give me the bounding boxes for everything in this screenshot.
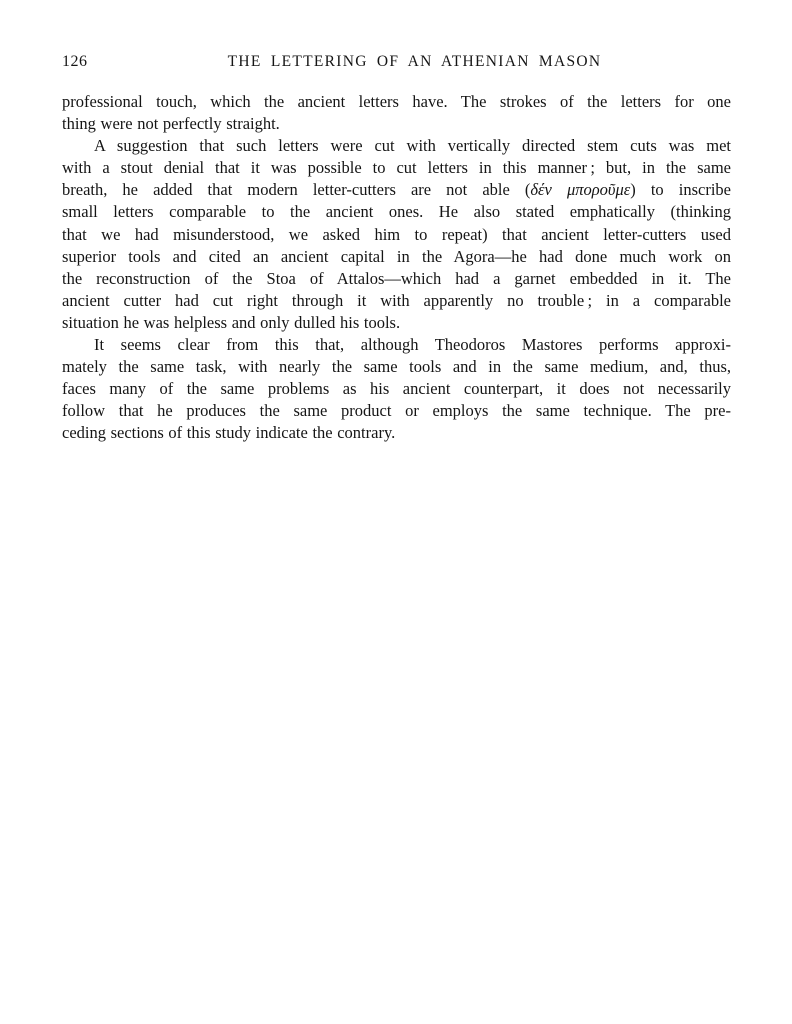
- paragraph: [62, 91, 731, 135]
- paragraph: [62, 135, 731, 334]
- text-line: breath, he added that modern letter-cutters are not able (δέν μποροῦμε) to inscribe: [62, 180, 731, 200]
- text-line: the reconstruction of the Stoa of Attalos—which had a garnet embedded in it. The: [62, 268, 731, 288]
- paragraph: [62, 334, 731, 444]
- text-line: ceding sections of this study indicate the contrary.: [62, 423, 396, 443]
- text-line: A suggestion that such letters were cut with vertically directed stem cuts was met: [94, 136, 731, 156]
- running-head: [62, 51, 731, 73]
- text-line: professional touch, which the ancient letters have. The strokes of the letters for one: [62, 92, 731, 111]
- text-line: faces many of the same problems as his ancient counterpart, it does not necessarily: [62, 379, 731, 399]
- text-block: [62, 91, 731, 445]
- text-line: that we had misunderstood, we asked him to repeat) that ancient letter-cutters used: [62, 224, 731, 244]
- text-line: It seems clear from this that, although Theodoros Mastores performs approxi-: [94, 335, 731, 355]
- page-number: 126: [62, 53, 88, 70]
- text-line: situation he was helpless and only dulled his tools.: [62, 312, 401, 332]
- text-line: small letters comparable to the ancient ones. He also stated emphatically (thinking: [62, 202, 731, 222]
- text-line: thing were not perfectly straight.: [62, 114, 280, 134]
- running-title: THE LETTERING OF AN ATHENIAN MASON: [227, 53, 602, 70]
- text-line: superior tools and cited an ancient capital in the Agora—he had done much work on: [62, 246, 731, 266]
- text-line: ancient cutter had cut right through it with apparently no trouble ; in a comparable: [62, 290, 731, 310]
- greek-phrase: δέν μποροῦμε: [530, 180, 631, 200]
- text-line: with a stout denial that it was possible to cut letters in this manner ; but, in the same: [62, 158, 731, 178]
- page-content: [62, 51, 731, 445]
- text-line: mately the same task, with nearly the same tools and in the same medium, and, thus,: [62, 357, 731, 377]
- text-line: follow that he produces the same product or employs the same technique. The pre-: [62, 401, 731, 421]
